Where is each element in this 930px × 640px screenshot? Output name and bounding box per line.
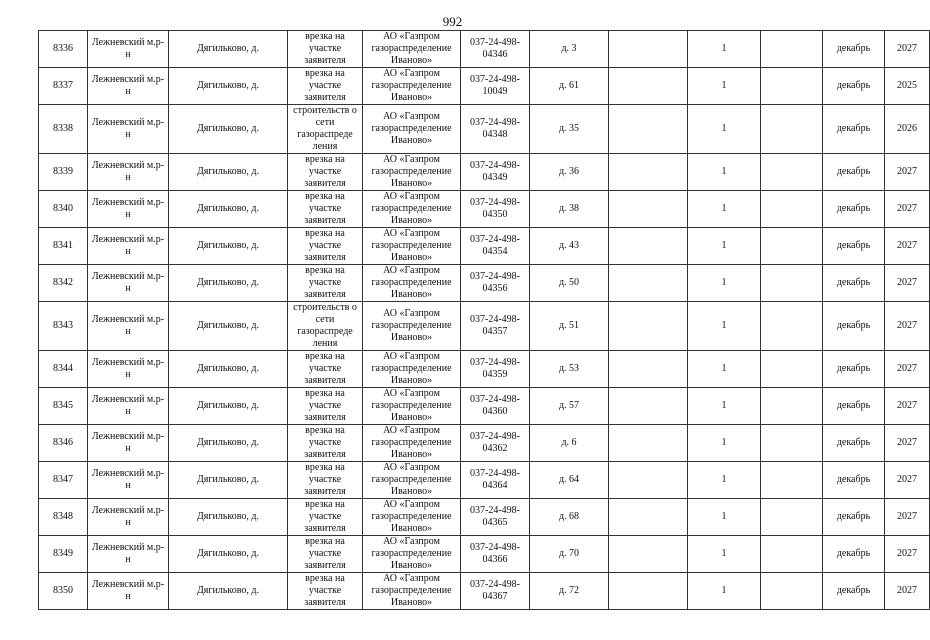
cell-organization: АО «Газпром газораспределение Иваново»: [363, 191, 461, 228]
cell-district: Лежневский м.р-н: [88, 425, 169, 462]
cell-district: Лежневский м.р-н: [88, 462, 169, 499]
cell-house: д. 57: [530, 388, 609, 425]
cell-work-type: врезка на участке заявителя: [288, 154, 363, 191]
cell-organization: АО «Газпром газораспределение Иваново»: [363, 536, 461, 573]
cell-work-type: врезка на участке заявителя: [288, 228, 363, 265]
table-row: [39, 191, 930, 228]
table-row: [39, 105, 930, 154]
cell-district: Лежневский м.р-н: [88, 265, 169, 302]
table-body: [39, 31, 930, 610]
cell-house: д. 53: [530, 351, 609, 388]
cell-blank: [609, 68, 688, 105]
cell-number: 8343: [39, 302, 88, 351]
cell-work-type: врезка на участке заявителя: [288, 191, 363, 228]
cell-district: Лежневский м.р-н: [88, 499, 169, 536]
cell-month: декабрь: [823, 105, 885, 154]
cell-district: Лежневский м.р-н: [88, 154, 169, 191]
cell-locality: Дягильково, д.: [169, 31, 288, 68]
cell-registry-code: 037-24-498-04357: [461, 302, 530, 351]
cell-number: 8345: [39, 388, 88, 425]
cell-district: Лежневский м.р-н: [88, 68, 169, 105]
cell-work-type: врезка на участке заявителя: [288, 573, 363, 610]
cell-number: 8350: [39, 573, 88, 610]
cell-blank: [609, 228, 688, 265]
table-row: [39, 573, 930, 610]
table-row: [39, 536, 930, 573]
cell-blank: [609, 31, 688, 68]
cell-locality: Дягильково, д.: [169, 425, 288, 462]
cell-organization: АО «Газпром газораспределение Иваново»: [363, 499, 461, 536]
cell-number: 8339: [39, 154, 88, 191]
cell-blank: [761, 573, 823, 610]
cell-registry-code: 037-24-498-04366: [461, 536, 530, 573]
cell-number: 8344: [39, 351, 88, 388]
cell-blank: [761, 154, 823, 191]
cell-organization: АО «Газпром газораспределение Иваново»: [363, 228, 461, 265]
cell-organization: АО «Газпром газораспределение Иваново»: [363, 68, 461, 105]
cell-locality: Дягильково, д.: [169, 68, 288, 105]
cell-year: 2027: [885, 351, 930, 388]
cell-registry-code: 037-24-498-04365: [461, 499, 530, 536]
cell-number: 8342: [39, 265, 88, 302]
cell-house: д. 6: [530, 425, 609, 462]
cell-blank: [609, 573, 688, 610]
cell-blank: [761, 425, 823, 462]
table-row: [39, 302, 930, 351]
cell-blank: [761, 462, 823, 499]
cell-organization: АО «Газпром газораспределение Иваново»: [363, 351, 461, 388]
cell-organization: АО «Газпром газораспределение Иваново»: [363, 425, 461, 462]
cell-number: 8336: [39, 31, 88, 68]
cell-year: 2027: [885, 31, 930, 68]
cell-locality: Дягильково, д.: [169, 191, 288, 228]
cell-district: Лежневский м.р-н: [88, 228, 169, 265]
cell-registry-code: 037-24-498-04348: [461, 105, 530, 154]
cell-year: 2027: [885, 536, 930, 573]
cell-month: декабрь: [823, 351, 885, 388]
cell-blank: [609, 191, 688, 228]
table-row: [39, 154, 930, 191]
cell-quantity: 1: [688, 499, 761, 536]
cell-month: декабрь: [823, 154, 885, 191]
cell-registry-code: 037-24-498-04356: [461, 265, 530, 302]
cell-locality: Дягильково, д.: [169, 536, 288, 573]
table-row: [39, 351, 930, 388]
table-row: [39, 499, 930, 536]
cell-locality: Дягильково, д.: [169, 228, 288, 265]
cell-blank: [761, 388, 823, 425]
cell-year: 2027: [885, 154, 930, 191]
cell-district: Лежневский м.р-н: [88, 573, 169, 610]
cell-organization: АО «Газпром газораспределение Иваново»: [363, 154, 461, 191]
cell-organization: АО «Газпром газораспределение Иваново»: [363, 105, 461, 154]
cell-month: декабрь: [823, 536, 885, 573]
cell-quantity: 1: [688, 228, 761, 265]
cell-month: декабрь: [823, 265, 885, 302]
cell-month: декабрь: [823, 68, 885, 105]
cell-blank: [609, 302, 688, 351]
table-row: [39, 265, 930, 302]
cell-locality: Дягильково, д.: [169, 105, 288, 154]
cell-district: Лежневский м.р-н: [88, 536, 169, 573]
cell-year: 2027: [885, 228, 930, 265]
cell-year: 2027: [885, 302, 930, 351]
cell-month: декабрь: [823, 425, 885, 462]
cell-registry-code: 037-24-498-04349: [461, 154, 530, 191]
cell-quantity: 1: [688, 462, 761, 499]
cell-number: 8338: [39, 105, 88, 154]
cell-work-type: врезка на участке заявителя: [288, 388, 363, 425]
cell-work-type: врезка на участке заявителя: [288, 462, 363, 499]
cell-registry-code: 037-24-498-04359: [461, 351, 530, 388]
cell-locality: Дягильково, д.: [169, 154, 288, 191]
cell-month: декабрь: [823, 191, 885, 228]
cell-house: д. 61: [530, 68, 609, 105]
registry-table: [38, 30, 930, 610]
cell-quantity: 1: [688, 302, 761, 351]
cell-house: д. 36: [530, 154, 609, 191]
cell-district: Лежневский м.р-н: [88, 191, 169, 228]
cell-quantity: 1: [688, 536, 761, 573]
cell-registry-code: 037-24-498-04350: [461, 191, 530, 228]
cell-blank: [609, 462, 688, 499]
cell-locality: Дягильково, д.: [169, 462, 288, 499]
cell-district: Лежневский м.р-н: [88, 351, 169, 388]
cell-year: 2025: [885, 68, 930, 105]
cell-house: д. 43: [530, 228, 609, 265]
cell-organization: АО «Газпром газораспределение Иваново»: [363, 388, 461, 425]
table-row: [39, 31, 930, 68]
cell-blank: [609, 351, 688, 388]
cell-blank: [609, 499, 688, 536]
cell-blank: [609, 536, 688, 573]
cell-quantity: 1: [688, 31, 761, 68]
cell-blank: [609, 425, 688, 462]
table-row: [39, 425, 930, 462]
cell-blank: [761, 302, 823, 351]
cell-number: 8348: [39, 499, 88, 536]
cell-number: 8349: [39, 536, 88, 573]
cell-district: Лежневский м.р-н: [88, 302, 169, 351]
cell-district: Лежневский м.р-н: [88, 105, 169, 154]
cell-work-type: врезка на участке заявителя: [288, 68, 363, 105]
cell-blank: [761, 31, 823, 68]
table-row: [39, 228, 930, 265]
cell-year: 2027: [885, 388, 930, 425]
cell-district: Лежневский м.р-н: [88, 388, 169, 425]
cell-blank: [761, 191, 823, 228]
cell-month: декабрь: [823, 462, 885, 499]
cell-registry-code: 037-24-498-04362: [461, 425, 530, 462]
cell-number: 8340: [39, 191, 88, 228]
cell-year: 2027: [885, 265, 930, 302]
cell-work-type: врезка на участке заявителя: [288, 265, 363, 302]
cell-blank: [761, 68, 823, 105]
cell-house: д. 3: [530, 31, 609, 68]
cell-work-type: врезка на участке заявителя: [288, 425, 363, 462]
cell-number: 8337: [39, 68, 88, 105]
cell-registry-code: 037-24-498-10049: [461, 68, 530, 105]
cell-registry-code: 037-24-498-04360: [461, 388, 530, 425]
cell-work-type: врезка на участке заявителя: [288, 499, 363, 536]
cell-month: декабрь: [823, 573, 885, 610]
cell-quantity: 1: [688, 68, 761, 105]
cell-year: 2027: [885, 191, 930, 228]
cell-registry-code: 037-24-498-04354: [461, 228, 530, 265]
cell-blank: [609, 105, 688, 154]
cell-locality: Дягильково, д.: [169, 499, 288, 536]
cell-blank: [761, 228, 823, 265]
cell-registry-code: 037-24-498-04346: [461, 31, 530, 68]
cell-year: 2027: [885, 462, 930, 499]
cell-number: 8346: [39, 425, 88, 462]
cell-quantity: 1: [688, 105, 761, 154]
cell-blank: [761, 536, 823, 573]
cell-work-type: строительств о сети газораспреде ления: [288, 302, 363, 351]
cell-year: 2026: [885, 105, 930, 154]
cell-month: декабрь: [823, 499, 885, 536]
cell-organization: АО «Газпром газораспределение Иваново»: [363, 302, 461, 351]
cell-house: д. 68: [530, 499, 609, 536]
table-row: [39, 462, 930, 499]
cell-month: декабрь: [823, 388, 885, 425]
cell-house: д. 51: [530, 302, 609, 351]
cell-quantity: 1: [688, 351, 761, 388]
cell-organization: АО «Газпром газораспределение Иваново»: [363, 31, 461, 68]
cell-house: д. 38: [530, 191, 609, 228]
cell-blank: [761, 105, 823, 154]
cell-blank: [761, 265, 823, 302]
cell-quantity: 1: [688, 191, 761, 228]
cell-house: д. 64: [530, 462, 609, 499]
cell-number: 8341: [39, 228, 88, 265]
cell-month: декабрь: [823, 31, 885, 68]
cell-house: д. 35: [530, 105, 609, 154]
cell-house: д. 70: [530, 536, 609, 573]
cell-quantity: 1: [688, 425, 761, 462]
cell-quantity: 1: [688, 573, 761, 610]
cell-locality: Дягильково, д.: [169, 265, 288, 302]
cell-blank: [761, 499, 823, 536]
cell-number: 8347: [39, 462, 88, 499]
cell-organization: АО «Газпром газораспределение Иваново»: [363, 573, 461, 610]
cell-blank: [761, 351, 823, 388]
cell-locality: Дягильково, д.: [169, 573, 288, 610]
cell-registry-code: 037-24-498-04367: [461, 573, 530, 610]
cell-work-type: врезка на участке заявителя: [288, 536, 363, 573]
cell-quantity: 1: [688, 154, 761, 191]
cell-quantity: 1: [688, 388, 761, 425]
table-row: [39, 388, 930, 425]
cell-quantity: 1: [688, 265, 761, 302]
cell-organization: АО «Газпром газораспределение Иваново»: [363, 265, 461, 302]
cell-work-type: врезка на участке заявителя: [288, 351, 363, 388]
cell-blank: [609, 154, 688, 191]
cell-house: д. 72: [530, 573, 609, 610]
cell-house: д. 50: [530, 265, 609, 302]
cell-registry-code: 037-24-498-04364: [461, 462, 530, 499]
cell-district: Лежневский м.р-н: [88, 31, 169, 68]
table-row: [39, 68, 930, 105]
cell-locality: Дягильково, д.: [169, 388, 288, 425]
cell-locality: Дягильково, д.: [169, 351, 288, 388]
cell-organization: АО «Газпром газораспределение Иваново»: [363, 462, 461, 499]
cell-year: 2027: [885, 573, 930, 610]
cell-work-type: врезка на участке заявителя: [288, 31, 363, 68]
cell-blank: [609, 265, 688, 302]
cell-month: декабрь: [823, 302, 885, 351]
cell-blank: [609, 388, 688, 425]
cell-year: 2027: [885, 425, 930, 462]
cell-month: декабрь: [823, 228, 885, 265]
cell-work-type: строительств о сети газораспреде ления: [288, 105, 363, 154]
page-number: 992: [442, 14, 463, 29]
cell-locality: Дягильково, д.: [169, 302, 288, 351]
cell-year: 2027: [885, 499, 930, 536]
